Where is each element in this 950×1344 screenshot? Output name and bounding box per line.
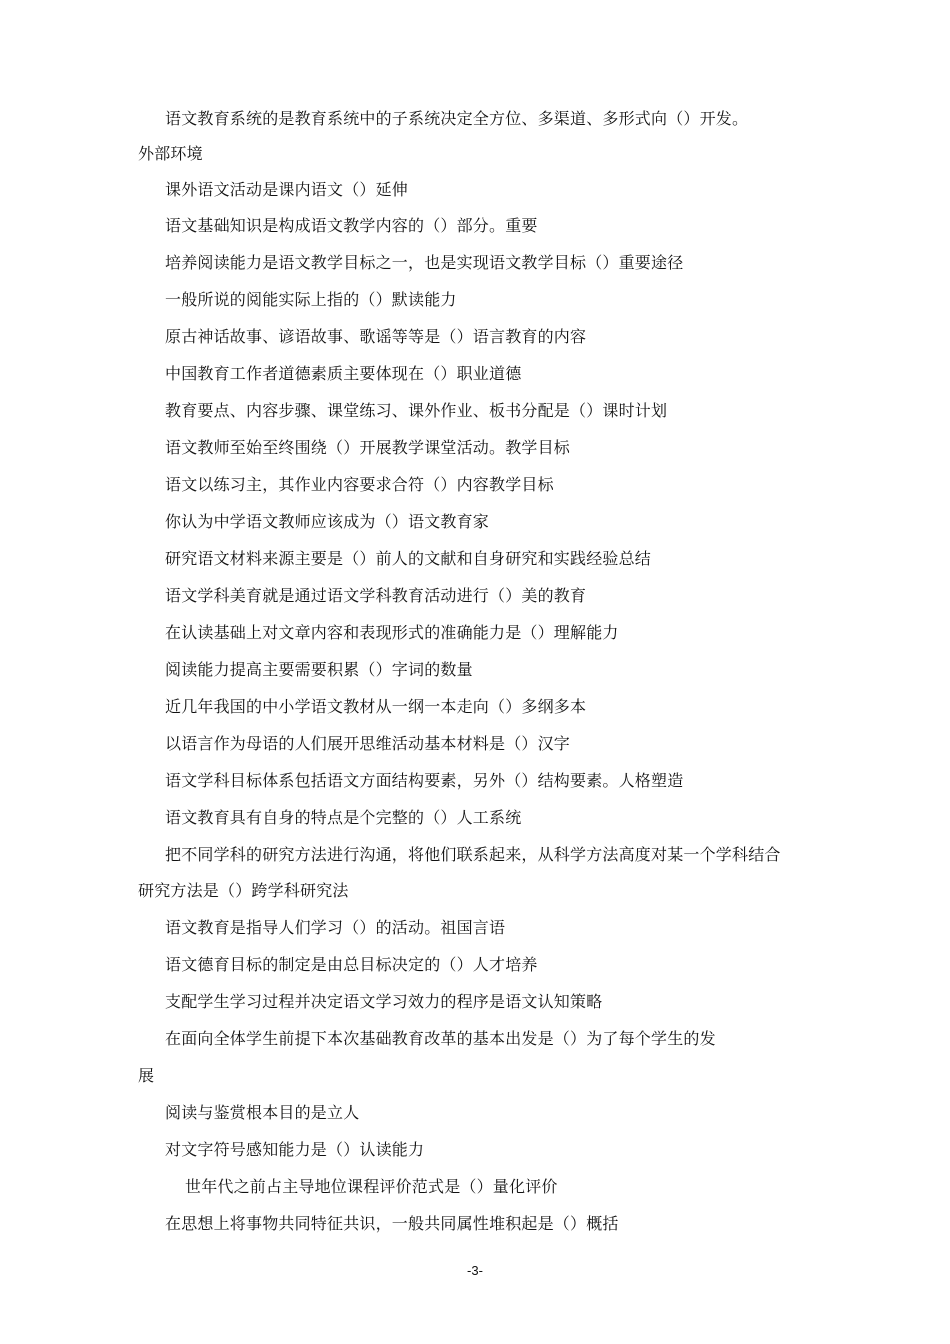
text-line: 语文学科目标体系包括语文方面结构要素，另外（）结构要素。人格塑造 [165, 771, 684, 790]
text-line: 语文德育目标的制定是由总目标决定的（）人才培养 [165, 955, 538, 974]
text-line: 语文学科美育就是通过语文学科教育活动进行（）美的教育 [165, 586, 587, 605]
text-line: 阅读与鉴赏根本目的是立人 [165, 1103, 360, 1122]
text-line: 语文以练习主，其作业内容要求合符（）内容教学目标 [165, 475, 554, 494]
text-line: 展 [138, 1066, 155, 1085]
page-number: -3- [467, 1263, 483, 1278]
text-line: 语文基础知识是构成语文教学内容的（）部分。重要 [165, 216, 538, 235]
text-line: 在思想上将事物共同特征共识，一般共同属性堆积起是（）概括 [165, 1214, 619, 1233]
text-line: 语文教育是指导人们学习（）的活动。祖国言语 [165, 918, 506, 937]
text-line: 教育要点、内容步骤、课堂练习、课外作业、板书分配是（）课时计划 [165, 401, 668, 420]
text-line: 研究方法是（）跨学科研究法 [138, 881, 349, 900]
text-line: 中国教育工作者道德素质主要体现在（）职业道德 [165, 364, 522, 383]
text-line: 近几年我国的中小学语文教材从一纲一本走向（）多纲多本 [165, 697, 587, 716]
text-line: 你认为中学语文教师应该成为（）语文教育家 [165, 512, 490, 531]
text-line: 研究语文材料来源主要是（）前人的文献和自身研究和实践经验总结 [165, 549, 652, 568]
text-line: 语文教育具有自身的特点是个完整的（）人工系统 [165, 808, 522, 827]
text-line: 课外语文活动是课内语文（）延伸 [165, 180, 409, 199]
text-line: 语文教育系统的是教育系统中的子系统决定全方位、多渠道、多形式向（）开发。 [165, 109, 749, 128]
text-line: 原古神话故事、谚语故事、歌谣等等是（）语言教育的内容 [165, 327, 587, 346]
text-line: 在面向全体学生前提下本次基础教育改革的基本出发是（）为了每个学生的发 [165, 1029, 716, 1048]
text-line: 培养阅读能力是语文教学目标之一，也是实现语文教学目标（）重要途径 [165, 253, 684, 272]
text-line: 支配学生学习过程并决定语文学习效力的程序是语文认知策略 [165, 992, 603, 1011]
text-line: 阅读能力提高主要需要积累（）字词的数量 [165, 660, 473, 679]
text-line: 对文字符号感知能力是（）认读能力 [165, 1140, 425, 1159]
text-line: 以语言作为母语的人们展开思维活动基本材料是（）汉字 [165, 734, 571, 753]
text-line: 世年代之前占主导地位课程评价范式是（）量化评价 [185, 1177, 558, 1196]
text-line: 把不同学科的研究方法进行沟通，将他们联系起来，从科学方法高度对某一个学科结合 [165, 845, 781, 864]
text-line: 外部环境 [138, 144, 203, 163]
text-line: 语文教师至始至终围绕（）开展教学课堂活动。教学目标 [165, 438, 571, 457]
text-line: 一般所说的阅能实际上指的（）默读能力 [165, 290, 457, 309]
text-line: 在认读基础上对文章内容和表现形式的准确能力是（）理解能力 [165, 623, 619, 642]
